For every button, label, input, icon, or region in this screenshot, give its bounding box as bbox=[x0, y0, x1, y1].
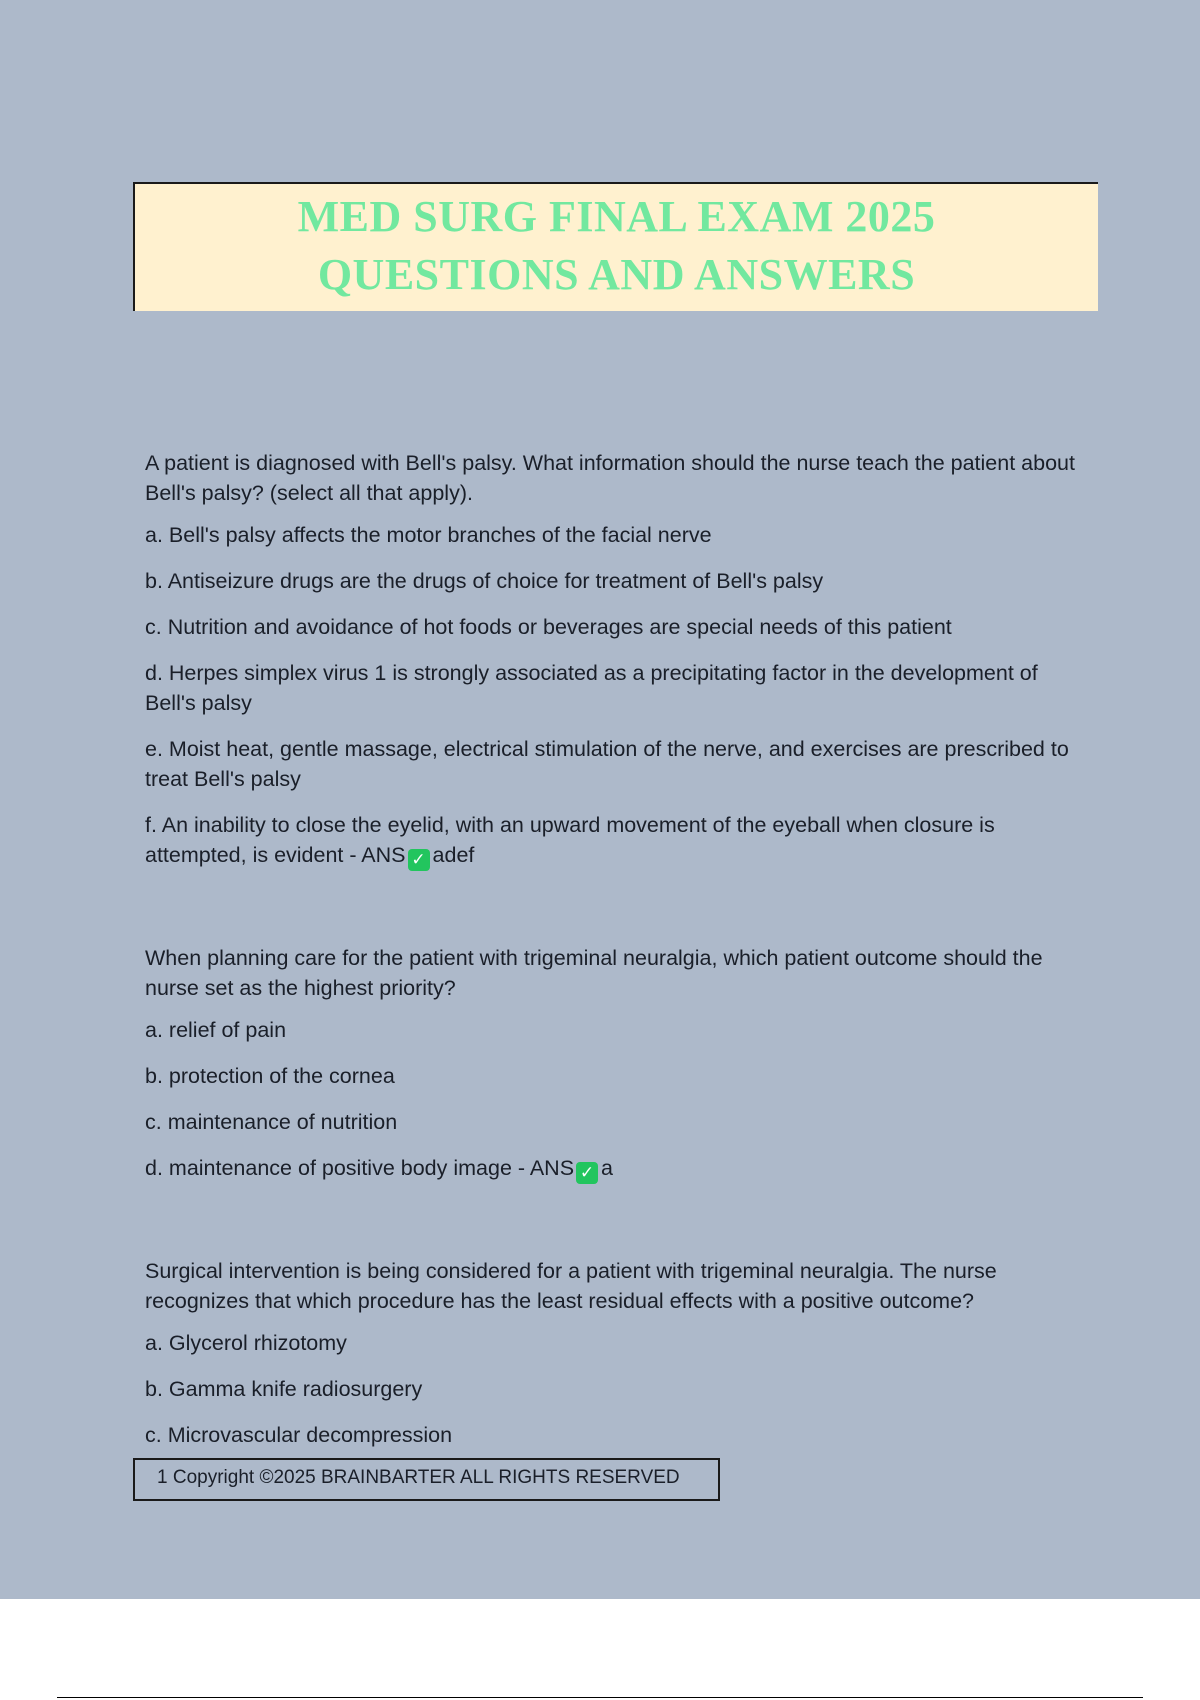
footer-text: 1 Copyright ©2025 BRAINBARTER ALL RIGHTS RESERVED bbox=[157, 1467, 680, 1488]
answer-option: d. Herpes simplex virus 1 is strongly associated as a precipitating factor in the development of Bell's palsy bbox=[145, 661, 1038, 715]
answer-option-with-key bbox=[145, 810, 1085, 871]
answer-option: c. maintenance of nutrition bbox=[145, 1110, 398, 1134]
answer-option: a. Glycerol rhizotomy bbox=[145, 1331, 347, 1355]
answer-option: c. Nutrition and avoidance of hot foods or beverages are special needs of this patient bbox=[145, 615, 952, 639]
answer-option: b. Gamma knife radiosurgery bbox=[145, 1377, 423, 1401]
copyright-footer bbox=[133, 1458, 720, 1501]
answer-option: c. Microvascular decompression bbox=[145, 1423, 453, 1447]
answer-option-text: d. maintenance of positive body image - ANS bbox=[145, 1156, 575, 1180]
questions-content bbox=[145, 448, 1085, 1466]
check-mark-icon: ✓ bbox=[408, 849, 430, 871]
question-spacer bbox=[145, 1200, 1085, 1256]
question-stem: A patient is diagnosed with Bell's palsy. What information should the nurse teach the patient about Bell's palsy? (select all that apply). bbox=[145, 451, 1075, 505]
title-line-1: MED SURG FINAL EXAM 2025 bbox=[297, 192, 936, 241]
question-stem: Surgical intervention is being considered for a patient with trigeminal neuralgia. The nurse recognizes that which procedure has the least residual effects with a positive outcome? bbox=[145, 1259, 997, 1313]
title-banner bbox=[133, 182, 1098, 311]
answer-option: e. Moist heat, gentle massage, electrical stimulation of the nerve, and exercises are prescribed to treat Bell's palsy bbox=[145, 737, 1069, 791]
question-block bbox=[145, 448, 1085, 871]
answer-key: adef bbox=[432, 843, 475, 867]
answer-option-text: f. An inability to close the eyelid, with an upward movement of the eyeball when closure is attempted, is evident - ANS bbox=[145, 813, 995, 867]
question-stem: When planning care for the patient with trigeminal neuralgia, which patient outcome should the nurse set as the highest priority? bbox=[145, 946, 1043, 1000]
page-divider bbox=[57, 1697, 1143, 1698]
question-spacer bbox=[145, 887, 1085, 943]
answer-option: b. Antiseizure drugs are the drugs of choice for treatment of Bell's palsy bbox=[145, 569, 824, 593]
answer-option: a. Bell's palsy affects the motor branches of the facial nerve bbox=[145, 523, 712, 547]
answer-option-with-key bbox=[145, 1153, 1085, 1184]
answer-option: b. protection of the cornea bbox=[145, 1064, 395, 1088]
answer-key: a bbox=[601, 1156, 614, 1180]
check-mark-icon: ✓ bbox=[576, 1162, 598, 1184]
question-block bbox=[145, 1256, 1085, 1450]
question-block bbox=[145, 943, 1085, 1184]
answer-option: a. relief of pain bbox=[145, 1018, 287, 1042]
title-line-2: QUESTIONS AND ANSWERS bbox=[317, 250, 916, 299]
